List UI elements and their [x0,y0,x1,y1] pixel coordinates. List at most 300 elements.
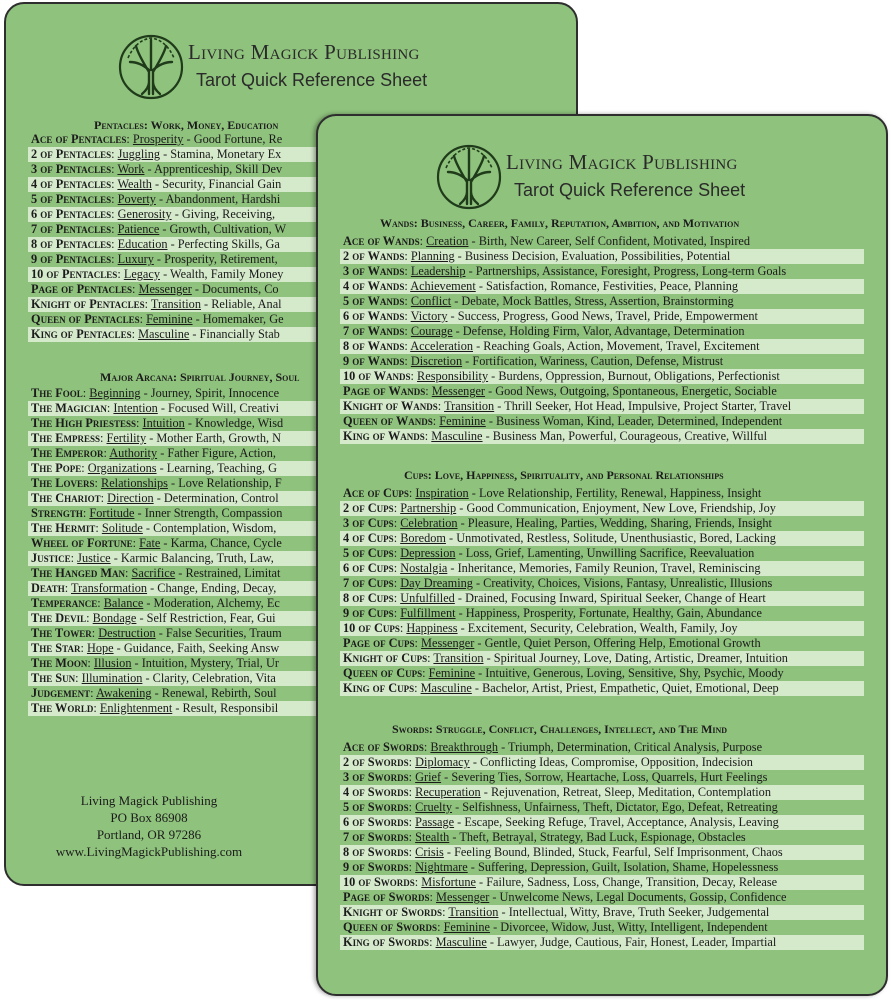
card-description: - Gentle, Quiet Person, Offering Help, Emotional Growth [474,636,761,650]
card-name: Queen of Pentacles [31,312,140,326]
card-keyword: Work [117,162,145,176]
card-entry-row: 9 of Wands: Discretion - Fortification, Wariness, Caution, Defense, Mistrust [343,354,724,368]
card-name: The Magician [31,401,107,415]
card-keyword: Relationships [101,476,168,490]
card-description: - Wealth, Family Money [160,267,284,281]
card-description: - Documents, Co [191,282,279,296]
card-keyword: Fertility [106,431,147,445]
card-name: The High Priestess [31,416,136,430]
card-entry-row: The Moon: Illusion - Intuition, Mystery, Trial, Ur [31,656,279,670]
card-keyword: Feminine [428,666,476,680]
card-entry-row: Queen of Cups: Feminine - Intuitive, Generous, Loving, Sensitive, Shy, Psychic, Moody [343,666,784,680]
card-name: Page of Wands [343,384,426,398]
card-name: Knight of Wands [343,399,438,413]
card-name: Ace of Swords [343,740,424,754]
card-name: 4 of Swords [343,785,409,799]
card-description: - Excitement, Security, Celebration, Wealth, Family, Joy [457,621,738,635]
card-keyword: Acceleration [410,339,473,353]
card-entry-row: Justice: Justice - Karmic Balancing, Truth, Law, [28,551,578,566]
card-keyword: Masculine [435,935,487,949]
card-keyword: Responsibility [417,369,489,383]
card-entry-row: Strength: Fortitude - Inner Strength, Compassion [31,506,283,520]
card-entry-row: 3 of Pentacles: Work - Apprenticeship, Skill Dev [31,162,283,176]
card-description: - Prosperity, Retirement, [153,252,278,266]
card-keyword: Poverty [117,192,156,206]
card-entry-row: 6 of Cups: Nostalgia - Inheritance, Memories, Family Reunion, Travel, Reminiscing [340,561,864,576]
card-keyword: Messenger [431,384,486,398]
card-description: - Satisfaction, Romance, Festivities, Peace, Planning [475,279,739,293]
card-description: - Karmic Balancing, Truth, Law, [110,551,274,565]
card-name: 10 of Cups [343,621,400,635]
card-description: - Divorcee, Widow, Just, Witty, Intelligent, Independent [490,920,768,934]
card-entry-row: Wheel of Fortune: Fate - Karma, Chance, Cycle [31,536,282,550]
card-entry-row: Page of Pentacles: Messenger - Documents, Co [31,282,279,296]
card-entry-row: King of Wands: Masculine - Business Man, Powerful, Courageous, Creative, Willful [340,429,864,444]
card-name: Ace of Wands [343,234,420,248]
card-entry-row: Judgement: Awakening - Renewal, Rebirth, Soul [31,686,277,700]
card-keyword: Recuperation [415,785,481,799]
card-name: 2 of Swords [343,755,409,769]
card-entry-row: 9 of Pentacles: Luxury - Prosperity, Retirement, [31,252,278,266]
card-entry-row: 2 of Cups: Partnership - Good Communication, Enjoyment, New Love, Friendship, Joy [340,501,864,516]
card-name: Wheel of Fortune [31,536,133,550]
card-name: Queen of Swords [343,920,438,934]
card-name: The Fool [31,386,83,400]
card-description: - Love Relationship, F [167,476,282,490]
card-name: 8 of Wands [343,339,405,353]
card-keyword: Masculine [420,681,472,695]
card-description: - Abandonment, Hardshi [155,192,281,206]
card-keyword: Enlightenment [99,701,173,715]
card-keyword: Crisis [415,845,444,859]
card-keyword: Transition [444,399,495,413]
address-line: Portland, OR 97286 [96,827,202,842]
card-description: - Restrained, Limitat [175,566,281,580]
publisher-address [44,792,254,860]
card-keyword: Masculine [431,429,483,443]
wands-section-title: Wands: Business, Career, Family, Reputation, Ambition, and Motivation [380,216,740,230]
card-description: - Creativity, Choices, Visions, Fantasy, Unrealistic, Illusions [472,576,773,590]
cups-list [340,486,864,696]
card-entry-row: The Empress: Fertility - Mother Earth, Growth, N [28,431,578,446]
card-name: Page of Swords [343,890,430,904]
card-entry-row: The Pope: Organizations - Learning, Teaching, G [28,461,578,476]
card-entry-row: 4 of Cups: Boredom - Unmotivated, Restless, Solitude, Unenthusiastic, Bored, Lacking [340,531,864,546]
card-entry-row: 6 of Pentacles: Generosity - Giving, Receiving, [28,207,578,222]
card-description: - Unmotivated, Restless, Solitude, Unenthusiastic, Bored, Lacking [445,531,776,545]
card-entry-row: Page of Swords: Messenger - Unwelcome News, Legal Documents, Gossip, Confidence [343,890,787,904]
card-name: The Star [31,641,81,655]
card-description: - Learning, Teaching, G [156,461,278,475]
card-name: 3 of Pentacles [31,162,112,176]
card-name: 7 of Cups [343,576,394,590]
card-description: - Rejuvenation, Retreat, Sleep, Meditation, Contemplation [480,785,771,799]
card-keyword: Illumination [81,671,143,685]
card-description: - Feeling Bound, Blinded, Stuck, Fearful, Self Imprisonment, Chaos [443,845,783,859]
card-name: 7 of Swords [343,830,409,844]
swords-section-title: Swords: Struggle, Conflict, Challenges, Intellect, and The Mind [392,722,728,736]
card-entry-row: 10 of Cups: Happiness - Excitement, Security, Celebration, Wealth, Family, Joy [340,621,864,636]
card-entry-row: The Lovers: Relationships - Love Relationship, F [31,476,282,490]
card-name: The Pope [31,461,82,475]
card-entry-row: Ace of Swords: Breakthrough - Triumph, Determination, Critical Analysis, Purpose [343,740,763,754]
card-entry-row: 8 of Cups: Unfulfilled - Drained, Focusing Inward, Spiritual Seeker, Change of Heart [340,591,864,606]
card-entry-row: 9 of Cups: Fulfillment - Happiness, Prosperity, Fortunate, Healthy, Gain, Abundance [343,606,762,620]
card-description: - Result, Responsibil [172,701,279,715]
card-name: King of Cups [343,681,415,695]
card-keyword: Boredom [400,531,446,545]
card-keyword: Diplomacy [415,755,470,769]
card-description: - Theft, Betrayal, Strategy, Bad Luck, Espionage, Obstacles [449,830,746,844]
card-entry-row: 5 of Cups: Depression - Loss, Grief, Lamenting, Unwilling Sacrifice, Reevaluation [343,546,755,560]
card-description: - Birth, New Career, Self Confident, Motivated, Inspired [468,234,751,248]
card-description: - Burdens, Oppression, Burnout, Obligations, Perfectionist [488,369,780,383]
card-entry-row: Knight of Swords: Transition - Intellectual, Witty, Brave, Truth Seeker, Judgemental [340,905,864,920]
card-name: 9 of Swords [343,860,409,874]
card-name: 10 of Swords [343,875,415,889]
major-arcana-section-title: Major Arcana: Spiritual Journey, Soul [100,370,300,384]
card-description: - Good Communication, Enjoyment, New Love, Friendship, Joy [456,501,776,515]
card-keyword: Misfortune [421,875,476,889]
website-link: www.LivingMagickPublishing.com [55,844,243,859]
card-entry-row: 3 of Swords: Grief - Severing Ties, Sorrow, Heartache, Loss, Quarrels, Hurt Feelings [343,770,768,784]
card-name: 8 of Cups [343,591,394,605]
card-entry-row: Queen of Swords: Feminine - Divorcee, Widow, Just, Witty, Intelligent, Independent [343,920,768,934]
card-keyword: Awakening [95,686,152,700]
card-entry-row: 2 of Pentacles: Juggling - Stamina, Monetary Ex [28,147,578,162]
card-description: - False Securities, Traum [155,626,282,640]
card-keyword: Transformation [71,581,148,595]
address-line: PO Box 86908 [110,810,188,825]
card-description: - Giving, Receiving, [171,207,276,221]
card-description: - Journey, Spirit, Innocence [140,386,280,400]
card-keyword: Beginning [89,386,141,400]
card-name: 2 of Pentacles [31,147,112,161]
card-keyword: Juggling [117,147,161,161]
card-description: - Good News, Outgoing, Spontaneous, Energetic, Sociable [485,384,777,398]
card-entry-row: The Emperor: Authority - Father Figure, Action, [31,446,276,460]
card-description: - Focused Will, Creativi [157,401,280,415]
card-description: - Spiritual Journey, Love, Dating, Artistic, Dreamer, Intuition [483,651,788,665]
card-entry-row: 5 of Swords: Cruelty - Selfishness, Unfairness, Theft, Dictator, Ego, Defeat, Retreating [343,800,778,814]
card-keyword: Discretion [410,354,463,368]
card-entry-row: 4 of Pentacles: Wealth - Security, Financial Gain [28,177,578,192]
card-keyword: Messenger [421,636,475,650]
card-description: - Failure, Sadness, Loss, Change, Transition, Decay, Release [475,875,778,889]
card-description: - Reliable, Anal [200,297,282,311]
card-description: - Moderation, Alchemy, Ec [143,596,280,610]
card-name: The Chariot [31,491,101,505]
card-name: Knight of Cups [343,651,428,665]
card-entry-row: Temperance: Balance - Moderation, Alchemy, Ec [31,596,280,610]
card-entry-row: 4 of Swords: Recuperation - Rejuvenation, Retreat, Sleep, Meditation, Contemplation [340,785,864,800]
card-entry-row: 2 of Wands: Planning - Business Decision, Evaluation, Possibilities, Potential [340,249,864,264]
card-keyword: Transition [448,905,499,919]
card-name: 5 of Pentacles [31,192,112,206]
card-description: - Business Decision, Evaluation, Possibilities, Potential [454,249,731,263]
card-name: Ace of Cups [343,486,409,500]
card-keyword: Generosity [117,207,172,221]
card-name: 4 of Cups [343,531,394,545]
card-keyword: Creation [426,234,469,248]
card-name: Queen of Cups [343,666,423,680]
card-name: 7 of Pentacles [31,222,112,236]
card-name: The Empress [31,431,100,445]
card-keyword: Bondage [92,611,137,625]
card-entry-row: 9 of Swords: Nightmare - Suffering, Depression, Guilt, Isolation, Shame, Hopelessness [343,860,779,874]
card-entry-row: Knight of Cups: Transition - Spiritual Journey, Love, Dating, Artistic, Dreamer, Intuition [340,651,864,666]
card-entry-row: The Fool: Beginning - Journey, Spirit, Innocence [31,386,280,400]
card-name: 2 of Wands [343,249,405,263]
card-description: - Suffering, Depression, Guilt, Isolation, Shame, Hopelessness [467,860,779,874]
card-entry-row: The Magician: Intention - Focused Will, Creativi [28,401,578,416]
card-name: 9 of Pentacles [31,252,112,266]
card-entry-row: 10 of Swords: Misfortune - Failure, Sadness, Loss, Change, Transition, Decay, Release [340,875,864,890]
card-entry-row: Ace of Cups: Inspiration - Love Relationship, Fertility, Renewal, Happiness, Insight [343,486,762,500]
card-keyword: Organizations [87,461,157,475]
card-keyword: Courage [410,324,453,338]
card-keyword: Leadership [410,264,466,278]
card-entry-row: 8 of Swords: Crisis - Feeling Bound, Blinded, Stuck, Fearful, Self Imprisonment, Chaos [340,845,864,860]
card-name: 4 of Pentacles [31,177,112,191]
card-keyword: Hope [86,641,114,655]
card-entry-row: Death: Transformation - Change, Ending, Decay, [28,581,578,596]
sheet-subtitle: Tarot Quick Reference Sheet [514,180,746,200]
card-entry-row: Queen of Pentacles: Feminine - Homemaker, Ge [31,312,284,326]
card-entry-row: 7 of Wands: Courage - Defense, Holding Firm, Valor, Advantage, Determination [343,324,745,338]
card-description: - Contemplation, Wisdom, [142,521,277,535]
card-entry-row: 7 of Swords: Stealth - Theft, Betrayal, Strategy, Bad Luck, Espionage, Obstacles [343,830,746,844]
card-description: - Clarity, Celebration, Vita [142,671,276,685]
card-description: - Intuition, Mystery, Trial, Ur [131,656,279,670]
card-description: - Success, Progress, Good News, Travel, Pride, Empowerment [447,309,758,323]
card-name: King of Pentacles [31,327,132,341]
card-keyword: Sacrifice [131,566,176,580]
card-keyword: Nightmare [415,860,468,874]
card-keyword: Inspiration [415,486,469,500]
card-keyword: Feminine [443,920,491,934]
card-entry-row: The World: Enlightenment - Result, Responsibil [28,701,578,716]
card-name: 5 of Swords [343,800,409,814]
card-name: The Hermit [31,521,96,535]
card-description: - Thrill Seeker, Hot Head, Impulsive, Project Starter, Travel [494,399,792,413]
card-keyword: Breakthrough [430,740,498,754]
card-entry-row: Ace of Pentacles: Prosperity - Good Fortune, Re [31,132,283,146]
card-keyword: Fortitude [89,506,135,520]
card-name: Strength [31,506,83,520]
card-entry-row: 8 of Wands: Acceleration - Reaching Goals, Action, Movement, Travel, Excitement [340,339,864,354]
card-keyword: Luxury [117,252,154,266]
card-description: - Loss, Grief, Lamenting, Unwilling Sacrifice, Reevaluation [455,546,755,560]
card-description: - Inner Strength, Compassion [134,506,283,520]
card-description: - Perfecting Skills, Ga [167,237,280,251]
card-keyword: Masculine [138,327,190,341]
card-keyword: Happiness [406,621,458,635]
card-keyword: Messenger [436,890,490,904]
card-description: - Unwelcome News, Legal Documents, Gossip, Confidence [489,890,787,904]
card-keyword: Feminine [146,312,193,326]
card-name: 8 of Swords [343,845,409,859]
card-description: - Security, Financial Gain [151,177,282,191]
card-name: Justice [31,551,71,565]
card-name: 2 of Cups [343,501,394,515]
card-name: Knight of Swords [343,905,443,919]
card-name: 9 of Cups [343,606,394,620]
card-keyword: Wealth [117,177,152,191]
card-entry-row: Page of Cups: Messenger - Gentle, Quiet Person, Offering Help, Emotional Growth [343,636,761,650]
card-keyword: Intuition [142,416,185,430]
publisher-title: Living Magick Publishing [188,40,420,64]
card-entry-row: 5 of Wands: Conflict - Debate, Mock Battles, Stress, Assertion, Brainstorming [343,294,734,308]
card-description: - Lawyer, Judge, Cautious, Fair, Honest, Leader, Impartial [486,935,777,949]
card-description: - Reaching Goals, Action, Movement, Travel, Excitement [473,339,760,353]
card-entry-row: 10 of Wands: Responsibility - Burdens, Oppression, Burnout, Obligations, Perfectionist [340,369,864,384]
card-name: 10 of Pentacles [31,267,118,281]
card-entry-row: 8 of Pentacles: Education - Perfecting Skills, Ga [28,237,578,252]
card-description: - Severing Ties, Sorrow, Heartache, Loss, Quarrels, Hurt Feelings [441,770,768,784]
card-entry-row: 7 of Cups: Day Dreaming - Creativity, Choices, Visions, Fantasy, Unrealistic, Illusions [343,576,773,590]
card-description: - Renewal, Rebirth, Soul [151,686,277,700]
card-description: - Defense, Holding Firm, Valor, Advantage, Determination [452,324,745,338]
card-entry-row: Knight of Wands: Transition - Thrill Seeker, Hot Head, Impulsive, Project Starter, Travel [340,399,864,414]
card-name: 8 of Pentacles [31,237,112,251]
card-keyword: Education [117,237,168,251]
card-name: The Hanged Man [31,566,126,580]
card-description: - Intuitive, Generous, Loving, Sensitive, Shy, Psychic, Moody [475,666,784,680]
front-reference-card [316,114,888,996]
card-entry-row: Knight of Pentacles: Transition - Reliable, Anal [28,297,578,312]
card-keyword: Depression [400,546,456,560]
publisher-title: Living Magick Publishing [506,150,738,174]
card-description: - Business Man, Powerful, Courageous, Creative, Willful [482,429,767,443]
card-description: - Debate, Mock Battles, Stress, Assertion, Brainstorming [451,294,734,308]
card-name: 3 of Wands [343,264,405,278]
card-entry-row: Queen of Wands: Feminine - Business Woman, Kind, Leader, Determined, Independent [343,414,783,428]
card-entry-row: The Devil: Bondage - Self Restriction, Fear, Gui [28,611,578,626]
swords-list [340,740,864,950]
card-description: - Mother Earth, Growth, N [146,431,282,445]
card-keyword: Legacy [123,267,160,281]
card-entry-row: Page of Wands: Messenger - Good News, Outgoing, Spontaneous, Energetic, Sociable [343,384,777,398]
card-keyword: Patience [117,222,160,236]
card-keyword: Fulfillment [400,606,456,620]
card-description: - Business Woman, Kind, Leader, Determined, Independent [485,414,783,428]
card-keyword: Feminine [439,414,486,428]
card-description: - Father Figure, Action, [157,446,276,460]
card-keyword: Nostalgia [400,561,448,575]
card-name: 5 of Cups [343,546,394,560]
card-description: - Self Restriction, Fear, Gui [136,611,276,625]
card-keyword: Justice [77,551,111,565]
card-entry-row: 6 of Swords: Passage - Escape, Seeking Refuge, Travel, Acceptance, Analysis, Leaving [340,815,864,830]
card-keyword: Transition [150,297,201,311]
card-name: 4 of Wands [343,279,405,293]
card-name: The Tower [31,626,92,640]
card-keyword: Grief [415,770,442,784]
card-keyword: Passage [415,815,455,829]
card-name: 6 of Pentacles [31,207,112,221]
card-description: - Determination, Control [153,491,279,505]
card-description: - Drained, Focusing Inward, Spiritual Seeker, Change of Heart [454,591,766,605]
card-description: - Partnerships, Assistance, Foresight, Progress, Long-term Goals [465,264,787,278]
card-name: Temperance [31,596,98,610]
card-name: The World [31,701,94,715]
card-keyword: Cruelty [415,800,453,814]
card-description: - Pleasure, Healing, Parties, Wedding, Sharing, Friends, Insight [457,516,772,530]
card-keyword: Conflict [410,294,452,308]
cups-section-title: Cups: Love, Happiness, Spirituality, and Personal Relationships [404,468,724,482]
card-name: 6 of Wands [343,309,405,323]
card-entry-row: The Sun: Illumination - Clarity, Celebration, Vita [28,671,578,686]
card-keyword: Planning [410,249,455,263]
card-description: - Karma, Chance, Cycle [160,536,282,550]
card-entry-row: The Star: Hope - Guidance, Faith, Seeking Answ [28,641,578,656]
card-entry-row: The Hanged Man: Sacrifice - Restrained, Limitat [31,566,281,580]
card-name: The Devil [31,611,87,625]
card-keyword: Day Dreaming [400,576,473,590]
card-keyword: Direction [107,491,154,505]
card-name: 10 of Wands [343,369,411,383]
card-entry-row: The Chariot: Direction - Determination, Control [28,491,578,506]
card-keyword: Destruction [98,626,156,640]
card-name: The Emperor [31,446,104,460]
card-description: - Good Fortune, Re [183,132,283,146]
card-keyword: Intention [113,401,158,415]
card-description: - Homemaker, Ge [192,312,284,326]
tree-of-life-logo-icon [116,32,186,102]
card-keyword: Fate [139,536,161,550]
card-keyword: Stealth [415,830,450,844]
card-description: - Bachelor, Artist, Priest, Empathetic, Quiet, Emotional, Deep [471,681,779,695]
card-entry-row: 5 of Pentacles: Poverty - Abandonment, Hardshi [31,192,281,206]
pentacles-section-title: Pentacles: Work, Money, Education [94,118,279,132]
card-entry-row: King of Cups: Masculine - Bachelor, Artist, Priest, Empathetic, Quiet, Emotional, Deep [340,681,864,696]
card-description: - Love Relationship, Fertility, Renewal, Happiness, Insight [468,486,762,500]
card-keyword: Victory [410,309,448,323]
card-entry-row: Ace of Wands: Creation - Birth, New Career, Self Confident, Motivated, Inspired [343,234,751,248]
card-description: - Knowledge, Wisd [184,416,284,430]
card-name: Death [31,581,65,595]
card-name: 9 of Wands [343,354,405,368]
card-entry-row: King of Swords: Masculine - Lawyer, Judge, Cautious, Fair, Honest, Leader, Impartial [340,935,864,950]
card-keyword: Celebration [400,516,458,530]
card-description: - Stamina, Monetary Ex [160,147,282,161]
card-entry-row: King of Pentacles: Masculine - Financially Stab [28,327,578,342]
card-description: - Selfishness, Unfairness, Theft, Dictator, Ego, Defeat, Retreating [452,800,778,814]
card-keyword: Unfulfilled [400,591,455,605]
card-entry-row: 7 of Pentacles: Patience - Growth, Cultivation, W [31,222,287,236]
card-name: King of Swords [343,935,430,949]
card-entry-row: 2 of Swords: Diplomacy - Conflicting Ideas, Compromise, Opposition, Indecision [340,755,864,770]
card-name: Queen of Wands [343,414,433,428]
card-keyword: Balance [103,596,144,610]
card-name: The Lovers [31,476,95,490]
card-name: Page of Pentacles [31,282,133,296]
card-name: Knight of Pentacles [31,297,145,311]
card-entry-row: 10 of Pentacles: Legacy - Wealth, Family Money [28,267,578,282]
card-entry-row: 3 of Cups: Celebration - Pleasure, Healing, Parties, Wedding, Sharing, Friends, Insight [343,516,772,530]
card-name: King of Wands [343,429,425,443]
address-line: Living Magick Publishing [80,793,218,808]
card-name: The Moon [31,656,88,670]
wands-list [340,234,864,444]
card-name: 6 of Cups [343,561,394,575]
card-keyword: Transition [433,651,484,665]
card-keyword: Illusion [93,656,132,670]
card-description: - Escape, Seeking Refuge, Travel, Acceptance, Analysis, Leaving [454,815,779,829]
card-description: - Conflicting Ideas, Compromise, Opposition, Indecision [469,755,753,769]
card-entry-row: 3 of Wands: Leadership - Partnerships, Assistance, Foresight, Progress, Long-term Goals [343,264,787,278]
